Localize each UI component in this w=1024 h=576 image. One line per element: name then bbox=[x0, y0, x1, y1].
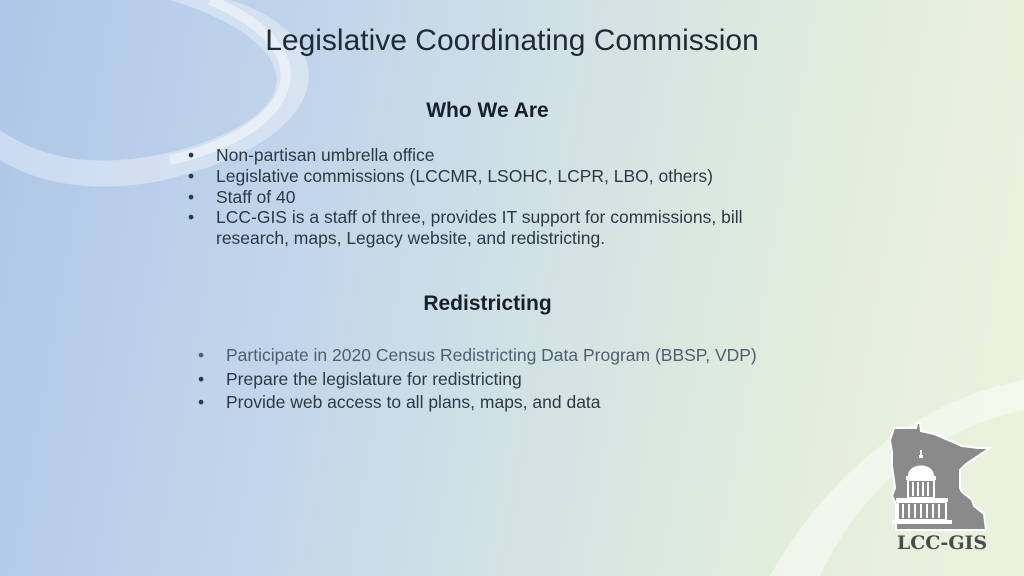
list-item: • LCC-GIS is a staff of three, provides IT support for commissions, bill research, maps, Legacy website, and redistricting. bbox=[188, 207, 808, 249]
minnesota-capitol-icon bbox=[886, 422, 998, 534]
list-item: • Provide web access to all plans, maps, and data bbox=[198, 391, 838, 415]
list-item: • Participate in 2020 Census Redistricting Data Program (BBSP, VDP) bbox=[198, 344, 838, 368]
redistricting-list bbox=[198, 344, 838, 415]
who-we-are-list bbox=[188, 145, 808, 249]
logo-text: LCC-GIS bbox=[896, 532, 988, 554]
who-we-are-heading: Who We Are bbox=[426, 99, 549, 122]
lcc-gis-logo bbox=[886, 422, 998, 564]
list-item: • Legislative commissions (LCCMR, LSOHC, LCPR, LBO, others) bbox=[188, 166, 808, 187]
list-item: • Staff of 40 bbox=[188, 187, 808, 208]
redistricting-heading: Redistricting bbox=[423, 292, 552, 315]
slide-title: Legislative Coordinating Commission bbox=[265, 24, 759, 57]
list-item: • Non-partisan umbrella office bbox=[188, 145, 808, 166]
list-item: • Prepare the legislature for redistricting bbox=[198, 368, 838, 392]
